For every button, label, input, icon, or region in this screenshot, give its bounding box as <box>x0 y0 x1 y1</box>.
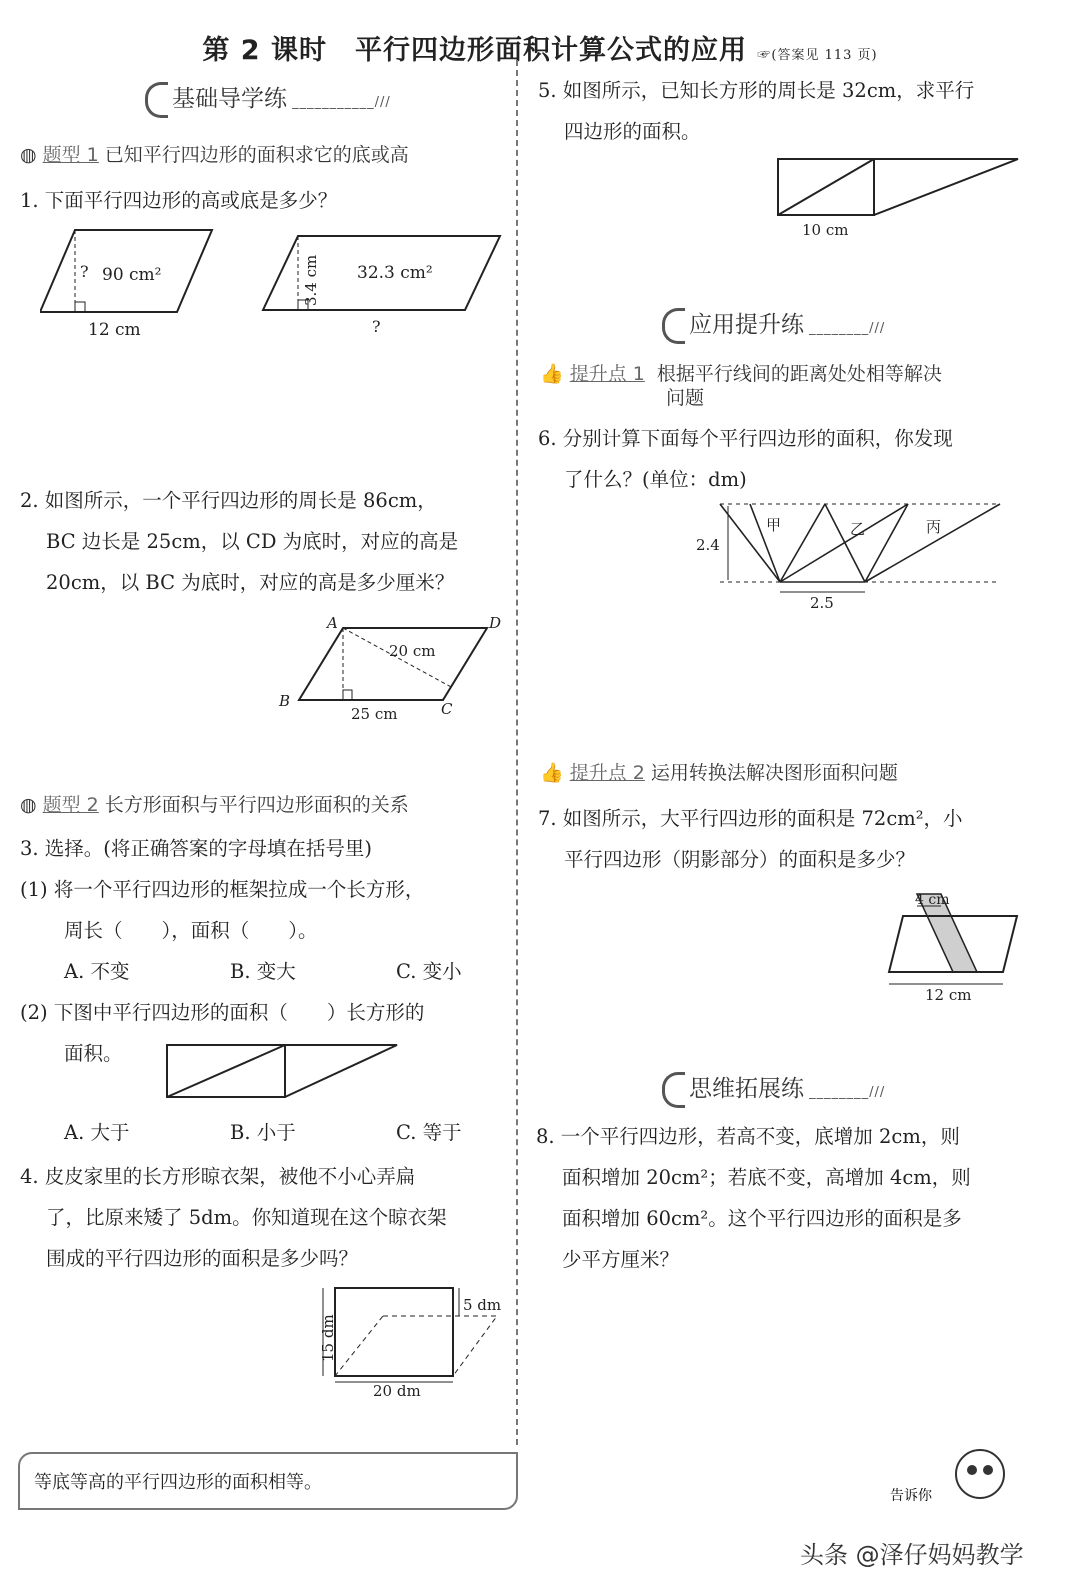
question-2: 2. 如图所示，一个平行四边形的周长是 86cm， BC 边长是 25cm，以 CD 为底时，对应的高是 20cm，以 BC 为底时，对应的高是多少厘米？ <box>20 489 459 594</box>
q1b-unknown: ? <box>372 317 381 336</box>
section-ring-icon <box>145 82 168 118</box>
q7-figure <box>885 888 1025 1008</box>
q1b-area: 32.3 cm² <box>357 263 433 283</box>
q1-figures <box>40 222 520 342</box>
q3-figure <box>165 1043 405 1103</box>
thumbs-up-icon: 👍 <box>540 363 564 385</box>
tag-type-1: ◍ 题型 1 已知平行四边形的面积求它的底或高 <box>20 144 409 166</box>
question-3: 3. 选择。(将正确答案的字母填在括号里) (1) 将一个平行四边形的框架拉成一个长方形， 周长（ ），面积（ ）。 A. 不变 B. 变大 C. 变小 (2) 下图中平行四边形的面积（ ）长方形的 面积。 <box>20 837 462 1065</box>
q6-label-jia: 甲 <box>766 516 782 534</box>
q2-label-d: D <box>489 614 502 632</box>
q6-figure <box>690 496 1030 616</box>
answer-reference: ☞(答案见 113 页) <box>757 48 878 63</box>
q6-base-label: 2.5 <box>810 594 834 612</box>
tag-point-1: 👍 提升点 1 根据平行线间的距离处处相等解决 问题 <box>540 363 942 409</box>
question-6: 6. 分别计算下面每个平行四边形的面积，你发现 了什么？(单位：dm) <box>538 427 953 491</box>
q1a-area: 90 cm² <box>102 265 162 285</box>
bulb-icon: ◍ <box>20 794 37 816</box>
mascot-icon <box>890 1440 1010 1520</box>
page-title: 第 2 课时 平行四边形面积计算公式的应用 ☞(答案见 113 页) <box>202 35 878 66</box>
q6-label-bing: 丙 <box>926 518 942 536</box>
q1b-height-label: 3.4 cm <box>302 254 320 306</box>
q2-parallelogram <box>299 628 487 700</box>
q4-drop-label: 5 dm <box>463 1296 502 1314</box>
q2-label-c: C <box>441 700 453 718</box>
section-basic: 基础导学练 ___________/// <box>145 80 391 118</box>
watermark: 头条 @泽仔妈妈教学 <box>800 1541 1024 1569</box>
q2-label-b: B <box>279 692 291 710</box>
question-8: 8. 一个平行四边形，若高不变，底增加 2cm，则 面积增加 20cm²；若底不变，高增加 4cm，则 面积增加 60cm²。这个平行四边形的面积是多 少平方厘米？ <box>536 1125 971 1271</box>
question-1: 1. 下面平行四边形的高或底是多少？ <box>20 189 338 212</box>
q4-width-label: 20 dm <box>373 1382 421 1400</box>
q6-label-yi: 乙 <box>850 520 866 538</box>
q1a-unknown: ? <box>80 262 89 281</box>
question-5: 5. 如图所示，已知长方形的周长是 32cm，求平行 四边形的面积。 <box>538 79 975 143</box>
tag-point-2: 👍 提升点 2 运用转换法解决图形面积问题 <box>540 762 898 784</box>
section-think: 思维拓展练 ________/// <box>662 1070 885 1108</box>
q2-label-a: A <box>327 614 338 632</box>
question-7: 7. 如图所示，大平行四边形的面积是 72cm²，小 平行四边形（阴影部分）的面积是多少？ <box>538 807 963 871</box>
q5-width-label: 10 cm <box>802 221 849 239</box>
q2-figure <box>275 612 515 722</box>
section-apply: 应用提升练 ________/// <box>662 306 885 344</box>
q3-options-2: A. 大于 B. 小于 C. 等于 <box>64 1121 462 1144</box>
q1a-right-angle <box>75 302 85 312</box>
section-ring-icon <box>662 308 685 344</box>
mascot-speech: 告诉你 <box>890 1488 932 1504</box>
q2-height-label: 20 cm <box>389 642 436 660</box>
tag-type-2: ◍ 题型 2 长方形面积与平行四边形面积的关系 <box>20 794 409 816</box>
question-4: 4. 皮皮家里的长方形晾衣架，被他不小心弄扁 了，比原来矮了 5dm。你知道现在这个晾衣架 围成的平行四边形的面积是多少吗？ <box>20 1165 447 1270</box>
tip-box: 等底等高的平行四边形的面积相等。 <box>18 1452 518 1510</box>
q5-figure <box>776 155 1026 240</box>
thumbs-up-icon: 👍 <box>540 762 564 784</box>
q7-top-label: 4 cm <box>915 892 950 908</box>
q1a-base: 12 cm <box>88 320 141 340</box>
q4-height-label: 15 dm <box>319 1314 337 1362</box>
bulb-icon: ◍ <box>20 144 37 166</box>
q7-base-label: 12 cm <box>925 986 972 1004</box>
q6-height-label: 2.4 <box>696 536 720 554</box>
q2-base-label: 25 cm <box>351 705 398 722</box>
section-ring-icon <box>662 1072 685 1108</box>
q4-figure <box>315 1282 515 1402</box>
